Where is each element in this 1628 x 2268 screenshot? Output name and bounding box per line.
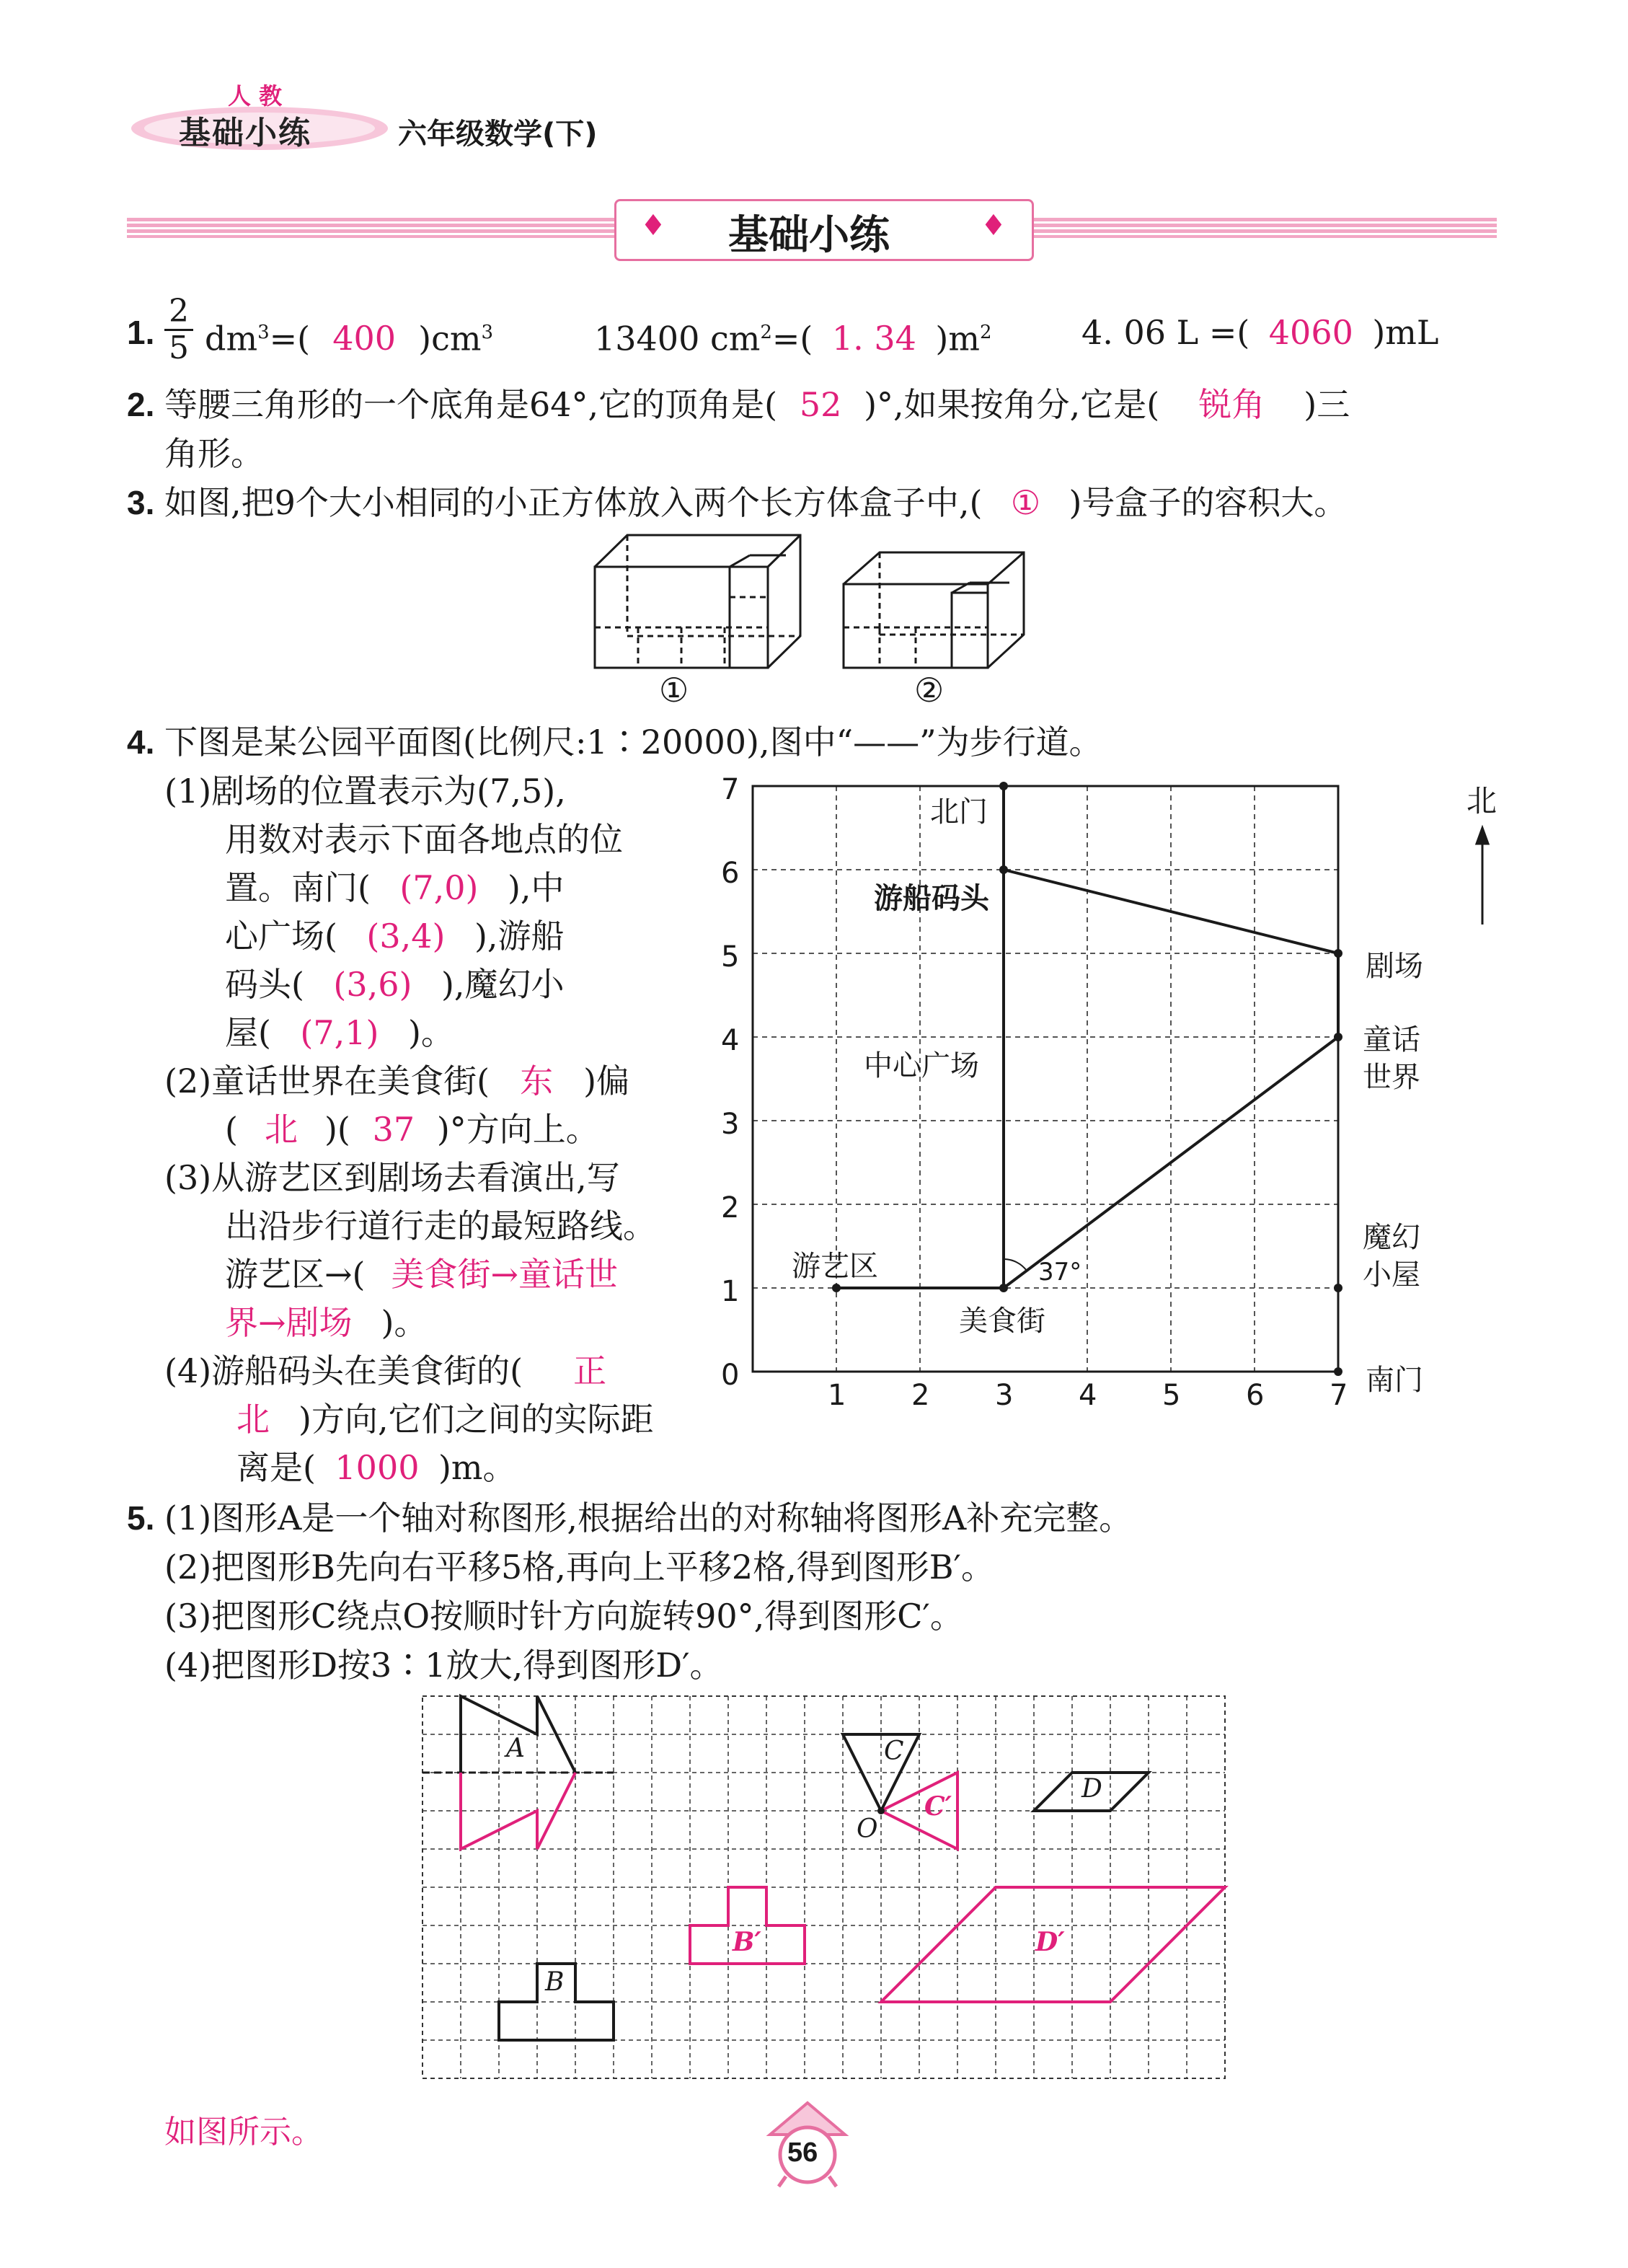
badge-top-text: 人 教 bbox=[228, 82, 283, 110]
box-1-label: ① bbox=[659, 671, 689, 710]
lhs: 13400 cm bbox=[594, 319, 761, 358]
point-o bbox=[877, 1807, 885, 1814]
close: )cm bbox=[418, 319, 482, 358]
box-2-label: ② bbox=[914, 671, 944, 710]
y-tick-6: 6 bbox=[721, 857, 740, 890]
q1-number: 1. bbox=[127, 314, 155, 351]
badge-main-text: 基础小练 bbox=[179, 115, 311, 151]
diamond-left-icon: ♦ bbox=[640, 209, 666, 242]
place-nanmen: 南门 bbox=[1366, 1364, 1423, 1397]
q4-intro: 下图是某公园平面图(比例尺:1∶20000),图中“——”为步行道。 bbox=[164, 723, 1102, 762]
place-beimen: 北门 bbox=[930, 795, 988, 829]
text: ),中 bbox=[507, 868, 565, 907]
text: )°方向上。 bbox=[436, 1110, 599, 1149]
place-youchuan: 游船码头 bbox=[874, 882, 989, 915]
diamond-right-icon: ♦ bbox=[981, 209, 1007, 242]
x-tick-1: 1 bbox=[828, 1379, 846, 1412]
q5-number: 5. bbox=[127, 1499, 155, 1537]
q3-answer: ① bbox=[1010, 483, 1041, 522]
text: 等腰三角形的一个底角是64°,它的顶角是( bbox=[164, 385, 778, 424]
text: (2)童话世界在美食街( bbox=[164, 1062, 490, 1100]
q4-answer-nanmen: (7,0) bbox=[399, 868, 479, 907]
q4-p1-l1: (1)剧场的位置表示为(7,5), bbox=[164, 772, 566, 811]
x-tick-6: 6 bbox=[1246, 1379, 1265, 1412]
q5-line4: (4)把图形D按3∶1放大,得到图形D′。 bbox=[164, 1646, 723, 1685]
place-mohuan-1: 魔幻 bbox=[1363, 1221, 1420, 1254]
section-title: 基础小练 bbox=[728, 212, 890, 259]
place-juchang: 剧场 bbox=[1366, 950, 1423, 983]
q2-line2: 角形。 bbox=[164, 434, 264, 473]
exp: 2 bbox=[760, 322, 772, 343]
q1-answer-2: 1. 34 bbox=[831, 319, 916, 358]
y-tick-5: 5 bbox=[721, 940, 740, 974]
q4-p3-l2: 出沿步行道行走的最短路线。 bbox=[225, 1206, 656, 1245]
place-tonghua-2: 世界 bbox=[1363, 1061, 1420, 1094]
q2-answer-2: 锐角 bbox=[1198, 385, 1265, 424]
y-tick-1: 1 bbox=[721, 1275, 740, 1308]
text: )号盒子的容积大。 bbox=[1069, 483, 1348, 522]
label-b-prime: B′ bbox=[733, 1927, 761, 1957]
q4-answer-zheng: 正 bbox=[573, 1351, 607, 1390]
text: 屋( bbox=[225, 1013, 271, 1052]
q4-answer-route-2: 界→剧场 bbox=[225, 1303, 353, 1342]
text: 离是( bbox=[236, 1448, 316, 1487]
eq: =( bbox=[771, 319, 813, 358]
place-youyi: 游艺区 bbox=[792, 1250, 878, 1283]
place-meishi: 美食街 bbox=[959, 1305, 1045, 1338]
q4-p3-l1: (3)从游艺区到剧场去看演出,写 bbox=[164, 1158, 620, 1197]
place-mohuan-2: 小屋 bbox=[1363, 1258, 1420, 1292]
fraction-denominator: 5 bbox=[169, 330, 189, 366]
text: )。 bbox=[381, 1303, 428, 1342]
label-c-prime: C′ bbox=[924, 1791, 952, 1822]
exp: 3 bbox=[481, 322, 493, 343]
y-tick-3: 3 bbox=[721, 1108, 740, 1141]
q1-answer-1: 400 bbox=[332, 319, 397, 358]
q4-answer-route-1: 美食街→童话世 bbox=[391, 1255, 619, 1294]
text: 心广场( bbox=[225, 917, 337, 956]
exp: 2 bbox=[979, 322, 992, 343]
q4-p1-l2: 用数对表示下面各地点的位 bbox=[225, 820, 623, 859]
text: )°,如果按角分,它是( bbox=[864, 385, 1160, 424]
text: )( bbox=[324, 1110, 350, 1149]
q4-answer-bei: 北 bbox=[264, 1110, 298, 1149]
q4-answer-1000: 1000 bbox=[335, 1448, 420, 1487]
north-label: 北 bbox=[1466, 783, 1498, 818]
label-d-prime: D′ bbox=[1035, 1927, 1065, 1957]
label-d: D bbox=[1081, 1774, 1102, 1804]
label-o: O bbox=[857, 1814, 878, 1844]
y-tick-2: 2 bbox=[721, 1191, 740, 1225]
q4-answer-37: 37 bbox=[372, 1110, 415, 1149]
q2-answer-1: 52 bbox=[799, 385, 842, 424]
x-tick-4: 4 bbox=[1079, 1379, 1097, 1412]
unit-dm: dm bbox=[205, 319, 258, 358]
x-tick-7: 7 bbox=[1330, 1379, 1348, 1412]
q4-answer-dong: 东 bbox=[520, 1062, 554, 1100]
q4-number: 4. bbox=[127, 723, 155, 761]
x-tick-2: 2 bbox=[911, 1379, 930, 1412]
text: )。 bbox=[407, 1013, 454, 1052]
text: ),游船 bbox=[474, 917, 565, 956]
q5-line3: (3)把图形C绕点O按顺时针方向旋转90°,得到图形C′。 bbox=[164, 1597, 963, 1636]
text: )m。 bbox=[438, 1448, 516, 1487]
q1-answer-3: 4060 bbox=[1268, 313, 1353, 352]
text: 置。南门( bbox=[225, 868, 371, 907]
x-tick-5: 5 bbox=[1162, 1379, 1181, 1412]
text: ( bbox=[225, 1110, 238, 1149]
q2-number: 2. bbox=[127, 386, 155, 423]
page-number: 56 bbox=[787, 2137, 818, 2168]
place-zhongxin: 中心广场 bbox=[864, 1049, 979, 1082]
q4-answer-bei-2: 北 bbox=[236, 1400, 270, 1439]
text: (4)游船码头在美食街的( bbox=[164, 1351, 523, 1390]
eq: =( bbox=[269, 319, 311, 358]
book-subtitle: 六年级数学(下) bbox=[398, 118, 598, 151]
place-tonghua-1: 童话 bbox=[1363, 1023, 1420, 1056]
text: 游艺区→( bbox=[225, 1255, 366, 1294]
q5-line2: (2)把图形B先向右平移5格,再向上平移2格,得到图形B′。 bbox=[164, 1548, 994, 1587]
text: )偏 bbox=[583, 1062, 630, 1100]
q3-number: 3. bbox=[127, 484, 155, 521]
label-a: A bbox=[506, 1734, 525, 1763]
label-b: B bbox=[545, 1967, 565, 1997]
y-tick-7: 7 bbox=[721, 773, 740, 806]
q5-line1: (1)图形A是一个轴对称图形,根据给出的对称轴将图形A补充完整。 bbox=[164, 1499, 1133, 1537]
close: )mL bbox=[1372, 313, 1439, 352]
close: )m bbox=[935, 319, 980, 358]
exp: 3 bbox=[257, 322, 270, 343]
text: )方向,它们之间的实际距 bbox=[298, 1400, 654, 1439]
lhs: 4. 06 L =( bbox=[1081, 313, 1250, 352]
text: ),魔幻小 bbox=[441, 965, 565, 1004]
q4-answer-zhongxin: (3,4) bbox=[366, 917, 446, 956]
q4-answer-youchuan: (3,6) bbox=[333, 965, 412, 1004]
fraction-numerator: 2 bbox=[164, 294, 193, 331]
q5-answer: 如图所示。 bbox=[164, 2114, 323, 2150]
text: )三 bbox=[1304, 385, 1350, 424]
text: 码头( bbox=[225, 965, 304, 1004]
text: 如图,把9个大小相同的小正方体放入两个长方体盒子中,( bbox=[164, 483, 983, 522]
q4-answer-mohuan: (7,1) bbox=[300, 1013, 379, 1052]
x-tick-3: 3 bbox=[995, 1379, 1014, 1412]
angle-label: 37° bbox=[1038, 1258, 1082, 1287]
y-tick-4: 4 bbox=[721, 1024, 740, 1057]
x-tick-0: 0 bbox=[721, 1359, 740, 1392]
label-c: C bbox=[884, 1737, 904, 1766]
